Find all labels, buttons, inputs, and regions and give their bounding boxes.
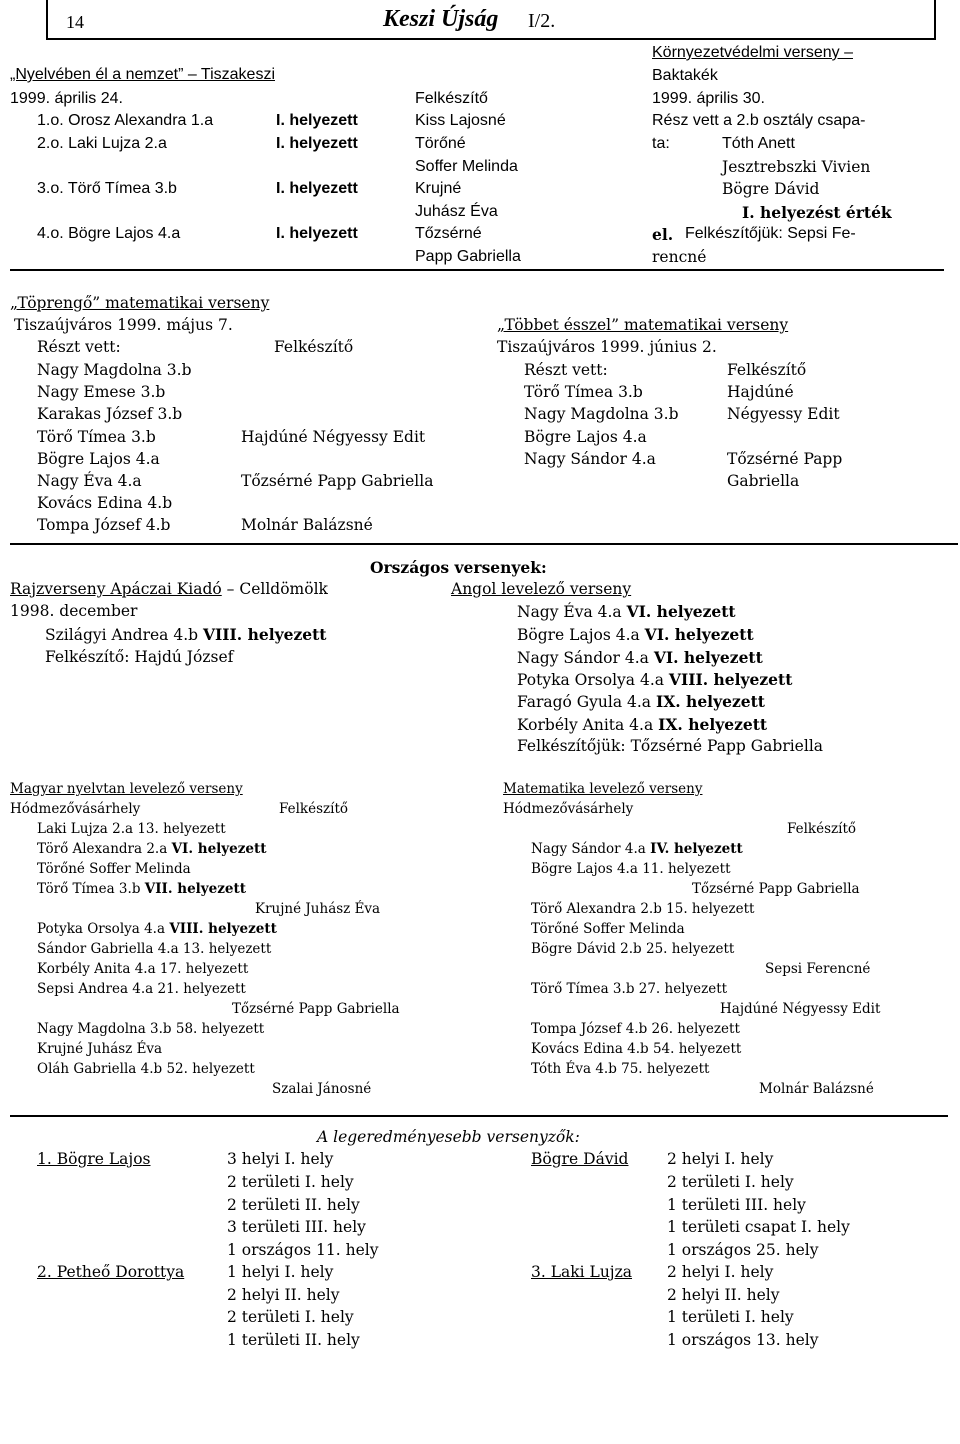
divider [10, 269, 944, 271]
list-item: Laki Lujza 2.a 13. helyezett [37, 821, 226, 837]
list-item-place: IX. helyezett [658, 715, 768, 734]
s3-left-title-main: Rajzverseny Apáczai Kiadó [10, 580, 222, 598]
list-item [517, 625, 754, 644]
list-item [517, 648, 763, 667]
s5-block-item: 2 területi II. hely [227, 1196, 360, 1214]
s1-row-place: I. helyezett [276, 180, 358, 197]
s1-row-place: I. helyezett [276, 225, 358, 242]
list-item: Nagy Sándor 4.a [524, 450, 656, 468]
s3-right-prep: Felkészítőjük: Tőzsérné Papp Gabriella [517, 737, 824, 755]
s5-block-item: 3 területi III. hely [227, 1218, 366, 1236]
list-item: Nagy Magdolna 3.b [37, 361, 192, 379]
s1-row-teacher: Törőné [415, 135, 466, 152]
s4-right-prep: Felkészítő [787, 821, 857, 837]
s3-right-title: Angol levelező verseny [451, 580, 632, 598]
s5-block-item: 1 területi I. hely [667, 1308, 794, 1326]
list-item: Bögre Lajos 4.a 11. helyezett [531, 861, 731, 877]
list-item: Sepsi Ferencné [765, 961, 871, 977]
s1-row-name: 3.o. Törő Tímea 3.b [37, 180, 177, 197]
s1-row-name: 2.o. Laki Lujza 2.a [37, 135, 167, 152]
list-item-name: Nagy Sándor 4.a [531, 841, 651, 857]
list-item: Tőzsérné Papp Gabriella [232, 1001, 400, 1017]
s2-col-part: Részt vett: [37, 338, 121, 356]
s1-row-teacher: Tőzsérné [415, 225, 482, 242]
newspaper-issue: I/2. [528, 10, 556, 32]
s1-right-date: 1999. április 30. [652, 90, 765, 107]
s4-left-title: Magyar nyelvtan levelező verseny [10, 781, 243, 797]
list-item-name: Potyka Orsolya 4.a [517, 671, 669, 689]
s1-row-teacher: Kiss Lajosné [415, 112, 506, 129]
s3-left-prep: Felkészítő: Hajdú József [45, 648, 234, 666]
list-item-name: Törő Alexandra 2.a [37, 841, 172, 857]
list-item-name: Bögre Lajos 4.a [517, 626, 645, 644]
s1-prep-header: Felkészítő [415, 90, 488, 107]
list-item-place: VIII. helyezett [169, 921, 277, 937]
list-item-place: VI. helyezett [653, 648, 763, 667]
s2-right-col-part: Részt vett: [524, 361, 608, 379]
list-item: Bögre Lajos 4.a [524, 428, 647, 446]
s3-left-title-rest: – Celldömölk [221, 580, 328, 598]
list-item-place: VI. helyezett [626, 602, 736, 621]
list-item-teacher: Hajdúné [727, 383, 794, 401]
list-item-place: VI. helyezett [171, 841, 267, 857]
list-item-place: IV. helyezett [650, 841, 743, 857]
s3-heading: Országos versenyek: [370, 558, 547, 577]
s3-left-entry [45, 625, 326, 644]
s5-block-item: 2 területi I. hely [227, 1308, 354, 1326]
s5-block-item: 1 országos 25. hely [667, 1241, 819, 1259]
list-item: Bögre Dávid 2.b 25. helyezett [531, 941, 735, 957]
s1-right-line: Bögre Dávid [722, 180, 820, 198]
s5-block-item: 2 helyi I. hely [667, 1263, 774, 1281]
list-item: Krujné Juhász Éva [37, 1041, 163, 1057]
s5-block-item: 1 területi II. hely [227, 1331, 360, 1349]
list-item-name: Potyka Orsolya 4.a [37, 921, 170, 937]
s1-row-teacher: Krujné [415, 180, 462, 197]
list-item: Szalai Jánosné [272, 1081, 372, 1097]
s1-right-result: I. helyezést érték [742, 203, 892, 222]
s4-left-city: Hódmezővásárhely [10, 801, 141, 817]
s5-block-item: 1 területi III. hely [667, 1196, 806, 1214]
s4-right-city: Hódmezővásárhely [503, 801, 634, 817]
s5-block-item: 2 helyi II. hely [227, 1286, 340, 1304]
list-item: Tompa József 4.b 26. helyezett [531, 1021, 740, 1037]
list-item: Törő Tímea 3.b 27. helyezett [531, 981, 728, 997]
list-item: Korbély Anita 4.a 17. helyezett [37, 961, 249, 977]
s1-row-teacher2: Papp Gabriella [415, 248, 521, 265]
s1-right-title-2: Baktakék [652, 67, 718, 84]
list-item: Nagy Magdolna 3.b [524, 405, 679, 423]
list-item-name: Nagy Sándor 4.a [517, 649, 654, 667]
s5-block-item: 1 területi csapat I. hely [667, 1218, 850, 1236]
list-item: Kovács Edina 4.b 54. helyezett [531, 1041, 742, 1057]
list-item: Krujné Juhász Éva [255, 901, 381, 917]
page-number: 14 [66, 12, 84, 32]
s5-block-name: 2. Petheő Dorottya [37, 1263, 185, 1281]
list-item-teacher: Négyessy Edit [727, 405, 840, 423]
s1-row-teacher2: Juhász Éva [415, 203, 498, 220]
s2-col-prep: Felkészítő [274, 338, 354, 356]
list-item: Tompa József 4.b [37, 516, 171, 534]
s5-block-item: 1 helyi I. hely [227, 1263, 334, 1281]
list-item-place: IX. helyezett [655, 692, 765, 711]
divider [10, 543, 958, 545]
list-item: Törő Tímea 3.b [37, 428, 156, 446]
list-item [517, 715, 767, 734]
s5-block-name: Bögre Dávid [531, 1150, 629, 1168]
list-item [37, 921, 277, 937]
s5-block-item: 3 helyi I. hely [227, 1150, 334, 1168]
s5-block-item: 2 területi I. hely [227, 1173, 354, 1191]
list-item: Kovács Edina 4.b [37, 494, 173, 512]
s1-right-line: Tóth Anett [722, 135, 795, 152]
s4-left-prep: Felkészítő [279, 801, 349, 817]
s1-right-line: Rész vett a 2.b osztály csapa- [652, 112, 866, 129]
list-item: Törő Alexandra 2.b 15. helyezett [531, 901, 755, 917]
s5-heading: A legeredményesebb versenyzők: [317, 1128, 580, 1146]
s3-left-entry-name: Szilágyi Andrea 4.b [45, 626, 203, 644]
s5-block-item: 2 területi I. hely [667, 1173, 794, 1191]
list-item: Nagy Magdolna 3.b 58. helyezett [37, 1021, 265, 1037]
list-item-name: Faragó Gyula 4.a [517, 693, 656, 711]
s1-right-line: Jesztrebszki Vivien [722, 158, 871, 176]
s5-block-item: 2 helyi II. hely [667, 1286, 780, 1304]
list-item [37, 841, 266, 857]
s1-row-teacher2: Soffer Melinda [415, 158, 518, 175]
list-item-teacher: Molnár Balázsné [241, 516, 373, 534]
s1-right-el: el. [652, 225, 674, 244]
s1-row-name: 1.o. Orosz Alexandra 1.a [37, 112, 214, 129]
list-item: Bögre Lajos 4.a [37, 450, 160, 468]
list-item [531, 841, 743, 857]
list-item: Molnár Balázsné [759, 1081, 874, 1097]
list-item-teacher: Gabriella [727, 472, 800, 490]
list-item: Karakas József 3.b [37, 405, 183, 423]
list-item: Sándor Gabriella 4.a 13. helyezett [37, 941, 272, 957]
s1-left-date: 1999. április 24. [10, 90, 123, 107]
s5-block-item: 1 országos 13. hely [667, 1331, 819, 1349]
s1-right-prep-2: rencné [652, 248, 707, 266]
s2-title: „Töprengő” matematikai verseny [10, 294, 270, 312]
s2-right-place-date: Tiszaújváros 1999. június 2. [497, 338, 717, 356]
s1-row-name: 4.o. Bögre Lajos 4.a [37, 225, 181, 242]
list-item: Nagy Emese 3.b [37, 383, 166, 401]
list-item: Sepsi Andrea 4.a 21. helyezett [37, 981, 246, 997]
list-item-teacher: Hajdúné Négyessy Edit [241, 428, 426, 446]
list-item-name: Törő Tímea 3.b [37, 881, 145, 897]
list-item: Törő Tímea 3.b [524, 383, 643, 401]
list-item: Oláh Gabriella 4.b 52. helyezett [37, 1061, 255, 1077]
list-item [517, 692, 765, 711]
list-item-teacher: Tőzsérné Papp [727, 450, 843, 468]
list-item [37, 881, 246, 897]
s1-right-line: ta: [652, 135, 670, 152]
list-item: Hajdúné Négyessy Edit [720, 1001, 881, 1017]
s3-left-entry-place: VIII. helyezett [203, 625, 327, 644]
list-item-teacher: Tőzsérné Papp Gabriella [241, 472, 434, 490]
list-item: Tőzsérné Papp Gabriella [692, 881, 860, 897]
s2-right-title: „Többet ésszel” matematikai verseny [497, 316, 789, 334]
s1-row-place: I. helyezett [276, 135, 358, 152]
list-item-name: Nagy Éva 4.a [517, 603, 627, 621]
list-item: Nagy Éva 4.a [37, 472, 142, 490]
s1-row-place: I. helyezett [276, 112, 358, 129]
s1-left-title: „Nyelvében él a nemzet” – Tiszakeszi [10, 66, 275, 83]
divider [10, 1115, 948, 1117]
list-item: Tóth Éva 4.b 75. helyezett [531, 1061, 710, 1077]
s5-block-item: 2 helyi I. hely [667, 1150, 774, 1168]
s5-block-name: 3. Laki Lujza [531, 1263, 633, 1281]
s5-block-item: 1 országos 11. hely [227, 1241, 379, 1259]
list-item: Törőné Soffer Melinda [37, 861, 191, 877]
s3-left-title [10, 580, 328, 598]
list-item-place: VI. helyezett [644, 625, 754, 644]
s4-right-title: Matematika levelező verseny [503, 781, 703, 797]
list-item-place: VIII. helyezett [668, 670, 793, 689]
newspaper-title: Keszi Újság [383, 6, 499, 32]
s2-right-col-prep: Felkészítő [727, 361, 807, 379]
list-item [517, 602, 736, 621]
s5-block-name: 1. Bögre Lajos [37, 1150, 151, 1168]
list-item: Törőné Soffer Melinda [531, 921, 685, 937]
list-item-name: Korbély Anita 4.a [517, 716, 659, 734]
list-item [517, 670, 792, 689]
s3-left-date: 1998. december [10, 602, 138, 620]
s2-place-date: Tiszaújváros 1999. május 7. [14, 316, 233, 334]
s1-right-title: Környezetvédelmi verseny – [652, 44, 853, 61]
list-item-place: VII. helyezett [144, 881, 246, 897]
s1-right-prep: Felkészítőjük: Sepsi Fe- [685, 225, 856, 242]
